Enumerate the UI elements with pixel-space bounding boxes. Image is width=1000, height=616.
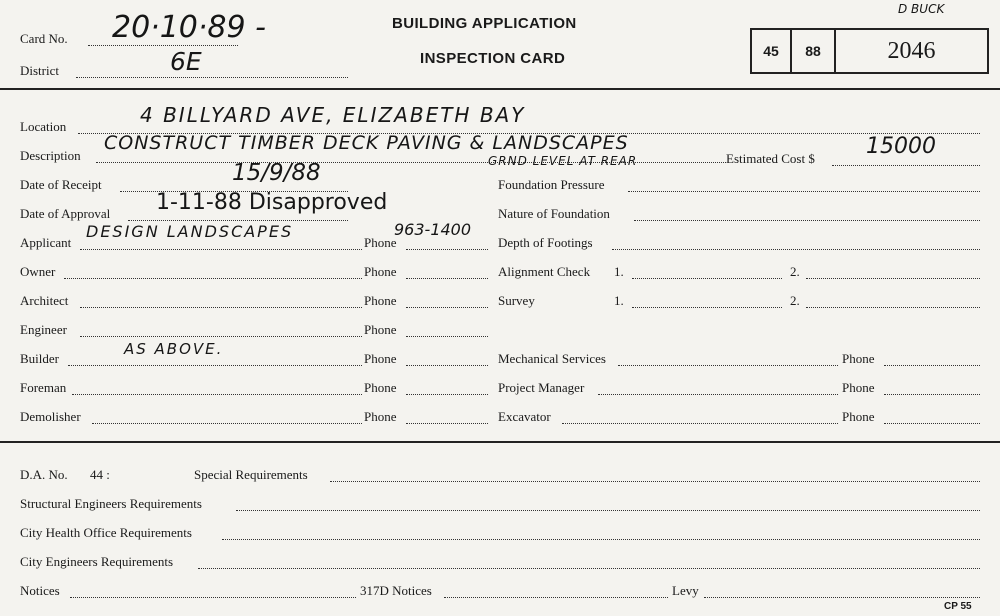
architect-label: Architect — [20, 293, 69, 308]
applicant-label: Applicant — [20, 235, 72, 250]
foundation-pressure-label: Foundation Pressure — [498, 177, 605, 192]
description-note: GRND LEVEL AT REAR — [488, 154, 638, 168]
owner-label: Owner — [20, 264, 56, 279]
structural-requirements-label: Structural Engineers Requirements — [20, 496, 202, 511]
engineer-label: Engineer — [20, 322, 67, 337]
survey-line-1 — [632, 307, 782, 308]
applicant-phone-line — [406, 249, 488, 250]
applicant-phone-label: Phone — [364, 235, 397, 250]
reference-box — [750, 28, 989, 74]
alignment-line-1 — [632, 278, 782, 279]
location-value: 4 BILLYARD AVE, ELIZABETH BAY — [140, 103, 526, 127]
applicant-line — [80, 249, 362, 250]
card-no-label: Card No. — [20, 31, 68, 46]
builder-value: AS ABOVE. — [124, 340, 224, 358]
da-no-value: 44 : — [90, 467, 110, 482]
alignment-line-2 — [806, 278, 980, 279]
applicant-value: DESIGN LANDSCAPES — [86, 222, 294, 241]
builder-phone-label: Phone — [364, 351, 397, 366]
form-title-line2: INSPECTION CARD — [420, 50, 566, 67]
excavator-line — [562, 423, 838, 424]
da-no-label: D.A. No. — [20, 467, 68, 482]
health-requirements-line — [222, 539, 980, 540]
ref-box-b: 88 — [792, 30, 836, 72]
project-manager-label: Project Manager — [498, 380, 585, 395]
date-approval-value: 1-11-88 Disapproved — [156, 190, 388, 215]
ref-box-a: 45 — [752, 30, 792, 72]
city-engineers-requirements-label: City Engineers Requirements — [20, 554, 174, 569]
architect-line — [80, 307, 362, 308]
estimated-cost-label: Estimated Cost $ — [726, 151, 815, 166]
project-manager-line — [598, 394, 838, 395]
special-requirements-line — [330, 481, 980, 482]
health-requirements-label: City Health Office Requirements — [20, 525, 192, 540]
notices-line — [70, 597, 356, 598]
estimated-cost-line — [832, 165, 980, 166]
architect-phone-label: Phone — [364, 293, 397, 308]
excavator-phone-line — [884, 423, 980, 424]
form-code: CP 55 — [944, 601, 972, 612]
project-manager-phone-line — [884, 394, 980, 395]
city-engineers-requirements-line — [198, 568, 980, 569]
location-label: Location — [20, 119, 67, 134]
builder-label: Builder — [20, 351, 59, 366]
structural-requirements-line — [236, 510, 980, 511]
date-approval-label: Date of Approval — [20, 206, 111, 221]
ref-box-number: 2046 — [887, 37, 936, 64]
body-divider — [0, 441, 1000, 443]
form-title-line1: BUILDING APPLICATION — [392, 15, 577, 32]
mechanical-phone-label: Phone — [842, 351, 875, 366]
builder-line — [68, 365, 362, 366]
district-value: 6E — [170, 47, 202, 76]
notices-317d-line — [444, 597, 668, 598]
depth-footings-label: Depth of Footings — [498, 235, 593, 250]
foreman-phone-line — [406, 394, 488, 395]
depth-footings-line — [612, 249, 980, 250]
mechanical-phone-line — [884, 365, 980, 366]
survey-num-2: 2. — [790, 293, 800, 308]
notices-317d-label: 317D Notices — [360, 583, 432, 598]
project-manager-phone-label: Phone — [842, 380, 875, 395]
demolisher-line — [92, 423, 362, 424]
date-approval-line — [128, 220, 348, 221]
foundation-pressure-line — [628, 191, 980, 192]
nature-foundation-line — [634, 220, 980, 221]
foreman-line — [72, 394, 362, 395]
nature-foundation-label: Nature of Foundation — [498, 206, 610, 221]
excavator-label: Excavator — [498, 409, 551, 424]
mechanical-services-line — [618, 365, 838, 366]
owner-phone-label: Phone — [364, 264, 397, 279]
header-divider — [0, 88, 1000, 90]
inspector-note: D BUCK — [898, 2, 945, 16]
district-line — [76, 77, 348, 78]
foreman-label: Foreman — [20, 380, 67, 395]
builder-phone-line — [406, 365, 488, 366]
estimated-cost-value: 15000 — [866, 134, 936, 159]
foreman-phone-label: Phone — [364, 380, 397, 395]
district-label: District — [20, 63, 59, 78]
date-receipt-label: Date of Receipt — [20, 177, 102, 192]
survey-line-2 — [806, 307, 980, 308]
special-requirements-label: Special Requirements — [194, 467, 308, 482]
engineer-line — [80, 336, 362, 337]
alignment-num-1: 1. — [614, 264, 624, 279]
owner-line — [64, 278, 362, 279]
demolisher-phone-label: Phone — [364, 409, 397, 424]
demolisher-phone-line — [406, 423, 488, 424]
levy-label: Levy — [672, 583, 699, 598]
engineer-phone-label: Phone — [364, 322, 397, 337]
description-value: CONSTRUCT TIMBER DECK PAVING & LANDSCAPES — [104, 132, 629, 154]
excavator-phone-label: Phone — [842, 409, 875, 424]
notices-label: Notices — [20, 583, 60, 598]
demolisher-label: Demolisher — [20, 409, 81, 424]
date-receipt-value: 15/9/88 — [232, 160, 321, 186]
owner-phone-line — [406, 278, 488, 279]
architect-phone-line — [406, 307, 488, 308]
card-no-line — [88, 45, 238, 46]
description-label: Description — [20, 148, 81, 163]
alignment-check-label: Alignment Check — [498, 264, 591, 279]
alignment-num-2: 2. — [790, 264, 800, 279]
mechanical-services-label: Mechanical Services — [498, 351, 606, 366]
applicant-phone-value: 963-1400 — [394, 220, 472, 239]
card-no-value: 20·10·89 - — [112, 10, 266, 45]
engineer-phone-line — [406, 336, 488, 337]
survey-num-1: 1. — [614, 293, 624, 308]
levy-line — [704, 597, 980, 598]
survey-label: Survey — [498, 293, 535, 308]
